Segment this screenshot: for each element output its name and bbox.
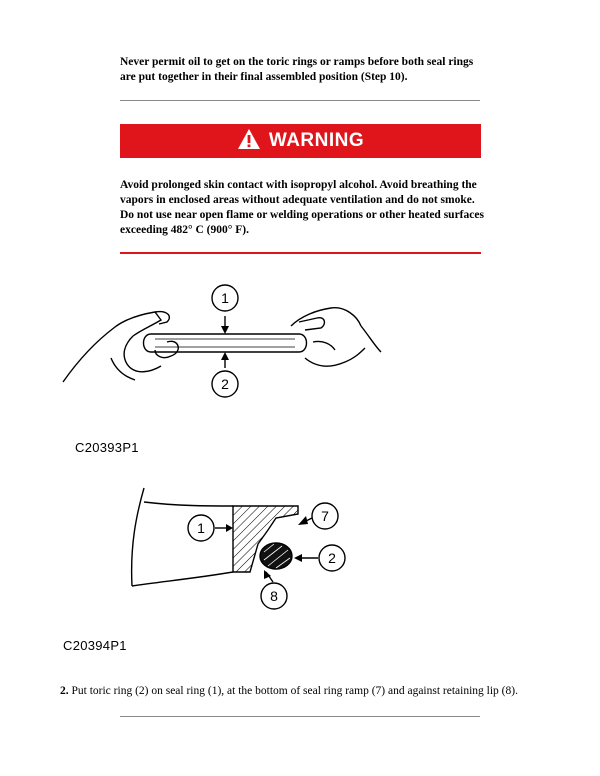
figure2-callout-2: 2 — [328, 550, 336, 566]
step-number: 2. — [60, 685, 69, 697]
divider-top — [120, 100, 480, 101]
figure2-caption: C20394P1 — [63, 638, 127, 653]
warning-rule — [120, 252, 481, 254]
step-text: Put toric ring (2) on seal ring (1), at the bottom of seal ring ramp (7) and against retaining lip (8). — [71, 685, 518, 697]
warning-triangle-icon — [237, 128, 261, 155]
figure1-caption: C20393P1 — [75, 440, 139, 455]
figure2-callout-1: 1 — [197, 520, 205, 536]
figure-seal-ring-section — [118, 486, 358, 616]
figure2-callout-8: 8 — [270, 588, 278, 604]
warning-text: Avoid prolonged skin contact with isopropyl alcohol. Avoid breathing the vapors in enclosed areas without adequate ventilation and do not smoke. Do not use near open flame or welding operations or other heated surfaces exceeding 482° C (900° F). — [120, 179, 484, 236]
step-2 — [60, 684, 590, 699]
figure1-callout-2: 2 — [221, 376, 229, 392]
warning-label: WARNING — [268, 130, 365, 151]
figure2-callout-7: 7 — [321, 508, 329, 524]
figure-toric-ring-hands — [55, 272, 395, 412]
divider-bottom — [120, 716, 480, 717]
note-text: Never permit oil to get on the toric rings or ramps before both seal rings are put together in their final assembled position (Step 10). — [120, 56, 474, 83]
warning-banner — [120, 124, 481, 158]
figure1-callout-1: 1 — [221, 290, 229, 306]
